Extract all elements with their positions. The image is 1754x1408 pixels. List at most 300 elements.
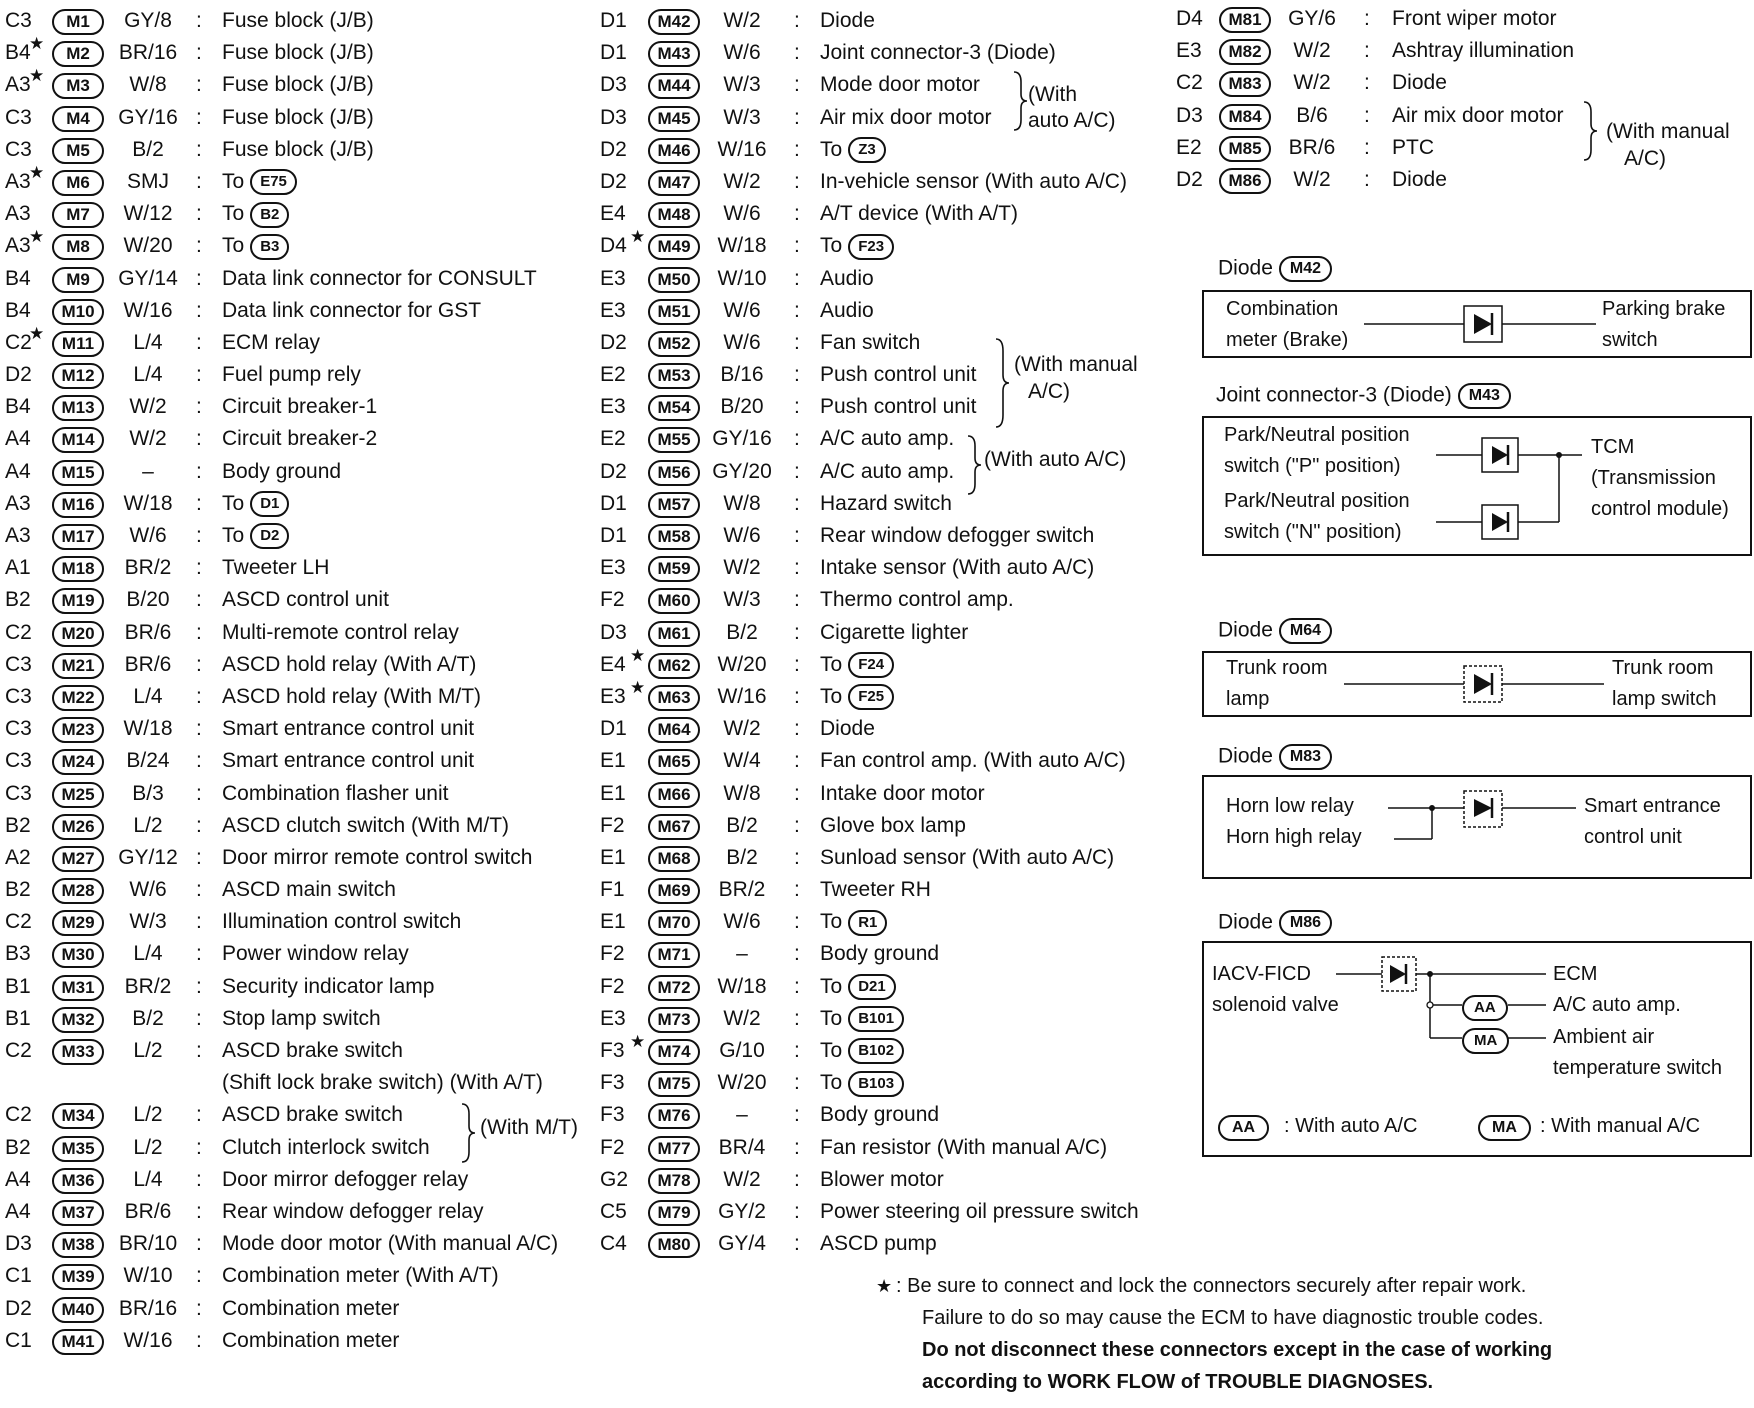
- connector-badge: M28: [52, 878, 104, 904]
- wire-spec: W/20: [717, 652, 767, 676]
- connector-row: [0, 874, 600, 906]
- connector-description: [1392, 3, 1557, 35]
- brace-label-line: A/C): [1624, 147, 1666, 170]
- separator: :: [794, 1167, 800, 1191]
- connector-row: [0, 162, 600, 198]
- wire-spec: BR/2: [718, 878, 766, 902]
- separator: :: [1364, 39, 1370, 63]
- connector-badge: M83: [1279, 744, 1332, 770]
- grid-location: C2: [5, 910, 32, 934]
- star-icon: ★: [630, 677, 646, 697]
- wire-spec: W/3: [723, 105, 761, 129]
- wire-spec: W/2: [723, 717, 761, 741]
- description-text: Glove box lamp: [820, 813, 966, 837]
- connector-badge: M62: [648, 653, 700, 679]
- connector-badge: M68: [648, 846, 700, 872]
- description-text: ASCD hold relay (With A/T): [222, 652, 477, 676]
- grid-location: E3: [600, 395, 626, 419]
- separator: :: [794, 1199, 800, 1223]
- grid-location: C3: [5, 717, 32, 741]
- connector-description: [820, 1035, 904, 1067]
- label-line: switch ("N" position): [1224, 521, 1402, 543]
- connector-badge: M59: [648, 556, 700, 582]
- description-text: Diode: [820, 9, 875, 32]
- separator: :: [196, 1006, 202, 1030]
- grid-location: B4: [5, 41, 31, 65]
- grid-location: A3: [5, 169, 31, 193]
- wire-spec: GY/14: [118, 266, 178, 290]
- separator: :: [794, 266, 800, 290]
- connector-row: [598, 778, 1178, 810]
- connector-description: [820, 69, 980, 101]
- connector-badge: M64: [648, 717, 700, 743]
- connector-row: [598, 810, 1178, 842]
- connector-description: [222, 1164, 468, 1196]
- grid-location: D2: [5, 363, 32, 387]
- grid-location: B2: [5, 878, 31, 902]
- wire-spec: W/2: [1293, 39, 1331, 63]
- label-line: solenoid valve: [1212, 994, 1339, 1016]
- star-icon: ★: [29, 34, 45, 54]
- wire-spec: W/2: [723, 169, 761, 193]
- description-text: Fuse block (J/B): [222, 137, 374, 161]
- wire-spec: W/2: [129, 395, 167, 419]
- connector-row: [598, 906, 1178, 938]
- grid-location: D1: [600, 41, 627, 65]
- wire-spec: –: [736, 1103, 748, 1127]
- description-text: A/C auto amp.: [820, 427, 955, 451]
- description-text: Rear window defogger switch: [820, 524, 1095, 547]
- description-text: To: [820, 1071, 843, 1095]
- separator: :: [196, 395, 202, 419]
- destination-connector-badge: F24: [848, 652, 894, 678]
- wire-spec: L/4: [133, 330, 163, 354]
- wire-spec: B/20: [720, 395, 764, 419]
- grid-location: B4: [5, 298, 31, 322]
- connector-badge: M9: [52, 267, 104, 293]
- connector-row: [0, 552, 600, 584]
- grid-location: F3: [600, 1103, 625, 1127]
- connector-badge: M7: [52, 202, 104, 228]
- connector-row: [598, 1132, 1178, 1164]
- grid-location: A4: [5, 1167, 31, 1191]
- grid-location: E2: [600, 427, 626, 451]
- connector-description: [222, 69, 374, 101]
- grid-location: D4: [1176, 7, 1203, 30]
- diode-m86-symbol: [1204, 943, 1754, 1159]
- wire-spec: GY/2: [718, 1199, 766, 1223]
- connector-row: [0, 520, 600, 552]
- wire-spec: W/20: [123, 234, 173, 258]
- grid-location: F2: [600, 974, 625, 998]
- connector-row: [598, 134, 1178, 166]
- grid-location: A4: [5, 459, 31, 483]
- connector-badge: M69: [648, 878, 700, 904]
- connector-row: [598, 645, 1178, 681]
- description-text: ASCD clutch switch (With M/T): [222, 813, 510, 837]
- separator: :: [794, 1232, 800, 1256]
- footnote-line: Failure to do so may cause the ECM to have diagnostic trouble codes.: [922, 1307, 1544, 1329]
- connector-row: [598, 745, 1178, 777]
- grid-location: F2: [600, 942, 625, 966]
- destination-connector-badge: D21: [848, 974, 896, 1000]
- label-line: Park/Neutral position: [1224, 490, 1410, 512]
- description-text: Body ground: [222, 459, 342, 483]
- wire-spec: B/3: [132, 781, 164, 805]
- description-text: Combination meter: [222, 1328, 400, 1352]
- grid-location: F2: [600, 588, 625, 612]
- description-text: Blower motor: [820, 1167, 944, 1191]
- connector-badge: M66: [648, 782, 700, 808]
- connector-badge: M77: [648, 1136, 700, 1162]
- grid-location: A4: [5, 1199, 31, 1223]
- connector-description: [820, 5, 875, 37]
- grid-location: C3: [5, 684, 32, 708]
- separator: :: [794, 620, 800, 644]
- connector-description: [820, 552, 1094, 584]
- wire-spec: BR/2: [124, 974, 172, 998]
- connector-row: [0, 456, 600, 488]
- connector-row: [0, 5, 600, 37]
- wire-spec: W/8: [723, 491, 761, 515]
- description-text: Tweeter LH: [222, 556, 330, 580]
- connector-badge: M48: [648, 202, 700, 228]
- connector-description: [820, 359, 976, 391]
- connector-description: [820, 874, 931, 906]
- separator: :: [196, 266, 202, 290]
- separator: :: [196, 878, 202, 902]
- connector-description: [820, 295, 874, 327]
- label-line: IACV-FICD: [1212, 963, 1311, 985]
- connector-row: [598, 1196, 1178, 1228]
- connector-badge: M3: [52, 73, 104, 99]
- legend-aa-text: : With auto A/C: [1284, 1115, 1418, 1137]
- connector-row: [598, 617, 1178, 649]
- grid-location: E3: [600, 298, 626, 322]
- wire-spec: B/2: [726, 845, 758, 869]
- wire-spec: W/8: [129, 73, 167, 97]
- separator: :: [794, 1006, 800, 1030]
- connector-list-column-2: [598, 5, 1178, 1260]
- separator: :: [196, 749, 202, 773]
- label-line: control unit: [1584, 826, 1682, 848]
- panel-title-text: Diode: [1218, 618, 1273, 642]
- label-line: Trunk room: [1226, 657, 1328, 679]
- brace-label-line: (With manual: [1014, 353, 1138, 376]
- legend-aa-badge: AA: [1218, 1115, 1269, 1141]
- connector-description: [222, 1260, 499, 1292]
- connector-badge: M86: [1279, 910, 1332, 936]
- connector-badge: M25: [52, 782, 104, 808]
- destination-connector-badge: B101: [848, 1006, 904, 1032]
- connector-row: [598, 488, 1178, 520]
- separator: :: [196, 137, 202, 161]
- grid-location: C3: [5, 9, 32, 32]
- separator: :: [794, 1071, 800, 1095]
- connector-description: [820, 971, 896, 1003]
- connector-row: [598, 1099, 1178, 1131]
- separator: :: [794, 363, 800, 387]
- separator: :: [794, 1103, 800, 1127]
- description-text: To: [820, 910, 843, 934]
- description-text: Fan control amp. (With auto A/C): [820, 749, 1126, 773]
- separator: :: [1364, 103, 1370, 127]
- connector-row: [0, 1260, 600, 1292]
- brace-label-line: auto A/C): [1028, 109, 1116, 132]
- wire-spec: W/16: [717, 684, 767, 708]
- connector-badge: M12: [52, 363, 104, 389]
- separator: :: [794, 73, 800, 97]
- connector-description: [820, 102, 992, 134]
- grid-location: B1: [5, 1006, 31, 1030]
- wire-spec: BR/6: [124, 620, 172, 644]
- description-text: Sunload sensor (With auto A/C): [820, 845, 1115, 869]
- grid-location: A1: [5, 556, 31, 580]
- connector-row: [0, 971, 600, 1003]
- separator: :: [196, 1328, 202, 1352]
- description-text: Fuel pump rely: [222, 363, 361, 387]
- wire-spec: W/16: [123, 1328, 173, 1352]
- star-icon: ★: [630, 227, 646, 247]
- connector-description: [820, 327, 920, 359]
- wire-spec: GY/8: [124, 9, 172, 32]
- description-text: Air mix door motor: [1392, 103, 1564, 127]
- legend-ma-badge: MA: [1478, 1115, 1531, 1141]
- grid-location: D1: [600, 524, 627, 547]
- connector-description: [222, 745, 474, 777]
- separator: :: [794, 169, 800, 193]
- wire-spec: GY/16: [712, 427, 772, 451]
- wire-spec: W/6: [129, 524, 167, 547]
- separator: :: [1364, 7, 1370, 30]
- description-text: Diode: [1392, 71, 1447, 95]
- description-text: ASCD hold relay (With M/T): [222, 684, 482, 708]
- wire-spec: W/16: [717, 137, 767, 161]
- description-text: ASCD main switch: [222, 878, 396, 902]
- description-text: Combination flasher unit: [222, 781, 449, 805]
- connector-description: [820, 649, 894, 681]
- wire-spec: L/4: [133, 363, 163, 387]
- wire-spec: BR/2: [124, 556, 172, 580]
- description-text: Power window relay: [222, 942, 409, 966]
- wire-spec: W/6: [723, 910, 761, 934]
- connector-badge: M83: [1219, 71, 1271, 97]
- wire-spec: –: [142, 459, 154, 483]
- description-text: Fuse block (J/B): [222, 9, 374, 32]
- description-text: Thermo control amp.: [820, 588, 1014, 612]
- connector-row: [0, 1196, 600, 1228]
- separator: :: [196, 1103, 202, 1127]
- footnote-star-icon: ★: [876, 1276, 893, 1296]
- separator: :: [794, 974, 800, 998]
- connector-row: [0, 681, 600, 713]
- description-text: Power steering oil pressure switch: [820, 1199, 1139, 1223]
- wire-spec: W/10: [717, 266, 767, 290]
- connector-description: [222, 488, 289, 520]
- connector-badge: M53: [648, 363, 700, 389]
- wire-spec: W/2: [723, 9, 761, 32]
- footnote-line: according to WORK FLOW of TROUBLE DIAGNOSES.: [922, 1371, 1434, 1393]
- description-text: Stop lamp switch: [222, 1006, 381, 1030]
- aa-badge: AA: [1462, 995, 1508, 1021]
- connector-badge: M26: [52, 814, 104, 840]
- connector-badge: M2: [52, 41, 104, 67]
- label-line: lamp switch: [1612, 688, 1717, 710]
- grid-location: A2: [5, 845, 31, 869]
- separator: :: [196, 1199, 202, 1223]
- grid-location: E4: [600, 652, 626, 676]
- separator: :: [196, 427, 202, 451]
- wire-spec: W/20: [717, 1071, 767, 1095]
- connector-row: [598, 713, 1178, 745]
- connector-description: [820, 166, 1127, 198]
- connector-row: [598, 263, 1178, 295]
- connector-row: [0, 810, 600, 842]
- separator: :: [794, 427, 800, 451]
- connector-badge: M21: [52, 653, 104, 679]
- separator: :: [196, 1264, 202, 1288]
- wire-spec: W/6: [723, 298, 761, 322]
- description-text: ASCD brake switch: [222, 1039, 403, 1062]
- separator: :: [196, 620, 202, 644]
- connector-row: [0, 906, 600, 938]
- connector-description: [222, 5, 374, 37]
- separator: :: [196, 813, 202, 837]
- connector-description: [820, 37, 1056, 69]
- connector-row: [598, 938, 1178, 970]
- connector-row: [598, 37, 1178, 69]
- connector-description: [1392, 132, 1434, 164]
- connector-list-column-1: [0, 5, 600, 1357]
- panel-title-text: Diode: [1218, 256, 1273, 280]
- connector-description: [222, 1325, 399, 1357]
- separator: :: [794, 749, 800, 773]
- connector-description: [820, 1003, 904, 1035]
- separator: :: [196, 1039, 202, 1062]
- grid-location: A4: [5, 427, 31, 451]
- connector-badge: M46: [648, 138, 700, 164]
- description-text: Mode door motor: [820, 73, 980, 97]
- connector-row: [0, 34, 600, 69]
- connector-description-continued: (Shift lock brake switch) (With A/T): [222, 1071, 543, 1095]
- grid-location: G2: [600, 1167, 629, 1191]
- grid-location: E1: [600, 910, 626, 934]
- connector-row: [0, 713, 600, 745]
- separator: :: [196, 298, 202, 322]
- description-text: Audio: [820, 266, 874, 290]
- separator: :: [196, 781, 202, 805]
- description-text: Cigarette lighter: [820, 620, 969, 644]
- connector-description: [1392, 164, 1447, 196]
- connector-badge: M19: [52, 588, 104, 614]
- separator: :: [794, 330, 800, 354]
- connector-row: [0, 842, 600, 874]
- description-text: Audio: [820, 298, 874, 322]
- wire-spec: B/20: [126, 588, 170, 612]
- separator: :: [196, 1135, 202, 1159]
- wire-spec: GY/6: [1288, 7, 1336, 30]
- wire-spec: L/2: [133, 1039, 163, 1062]
- separator: :: [794, 781, 800, 805]
- description-text: ASCD control unit: [222, 588, 389, 612]
- grid-location: E2: [600, 363, 626, 387]
- connector-description: [820, 263, 874, 295]
- grid-location: B3: [5, 942, 31, 966]
- diode-m83-title: [1218, 744, 1332, 770]
- connector-row: [598, 584, 1178, 616]
- grid-location: E3: [600, 1006, 626, 1030]
- separator: :: [794, 878, 800, 902]
- connector-description: [222, 938, 409, 970]
- grid-location: E1: [600, 749, 626, 773]
- wire-spec: L/4: [133, 942, 163, 966]
- connector-badge: M43: [648, 41, 700, 67]
- description-text: Mode door motor (With manual A/C): [222, 1232, 559, 1256]
- connector-description: [1392, 35, 1574, 67]
- connector-description: [222, 198, 289, 230]
- connector-description: [222, 1228, 558, 1260]
- connector-row: [0, 1228, 600, 1260]
- wire-spec: L/2: [133, 1103, 163, 1127]
- connector-row: [0, 1003, 600, 1035]
- star-icon: ★: [630, 645, 646, 665]
- diode-m43-symbol: [1204, 418, 1754, 558]
- wire-spec: W/18: [717, 974, 767, 998]
- grid-location: D2: [600, 169, 627, 193]
- connector-badge: M22: [52, 685, 104, 711]
- connector-description: [222, 134, 374, 166]
- connector-description: [820, 1164, 944, 1196]
- connector-badge: M42: [648, 9, 700, 35]
- connector-description: [222, 263, 537, 295]
- wire-spec: W/2: [723, 1006, 761, 1030]
- description-text: Fan switch: [820, 330, 921, 354]
- connector-row: [0, 649, 600, 681]
- grid-location: C2: [1176, 71, 1203, 95]
- grid-location: F3: [600, 1039, 625, 1062]
- connector-badge: M36: [52, 1168, 104, 1194]
- wire-spec: L/2: [133, 813, 163, 837]
- connector-row: [0, 227, 600, 262]
- connector-badge: M24: [52, 749, 104, 775]
- connector-badge: M82: [1219, 39, 1271, 65]
- grid-location: B2: [5, 813, 31, 837]
- connector-row: [0, 488, 600, 520]
- description-text: PTC: [1392, 135, 1434, 159]
- label-line: Ambient air: [1553, 1026, 1655, 1048]
- label-line: Combination: [1226, 298, 1339, 320]
- description-text: To: [222, 234, 245, 258]
- connector-badge: M20: [52, 621, 104, 647]
- separator: :: [196, 1296, 202, 1320]
- separator: :: [196, 652, 202, 676]
- separator: :: [794, 556, 800, 580]
- separator: :: [196, 169, 202, 193]
- wire-spec: GY/16: [118, 105, 178, 129]
- diode-m42-panel: [1202, 290, 1752, 358]
- connector-badge: M10: [52, 299, 104, 325]
- connector-badge: M85: [1219, 136, 1271, 162]
- grid-location: F1: [600, 878, 625, 902]
- grid-location: E3: [1176, 39, 1202, 63]
- wire-spec: GY/12: [118, 845, 178, 869]
- connector-row: [598, 1067, 1178, 1099]
- grid-location: B2: [5, 1135, 31, 1159]
- connector-row: [1174, 67, 1754, 99]
- wire-spec: W/6: [723, 524, 761, 547]
- connector-badge: M52: [648, 331, 700, 357]
- grid-location: E1: [600, 845, 626, 869]
